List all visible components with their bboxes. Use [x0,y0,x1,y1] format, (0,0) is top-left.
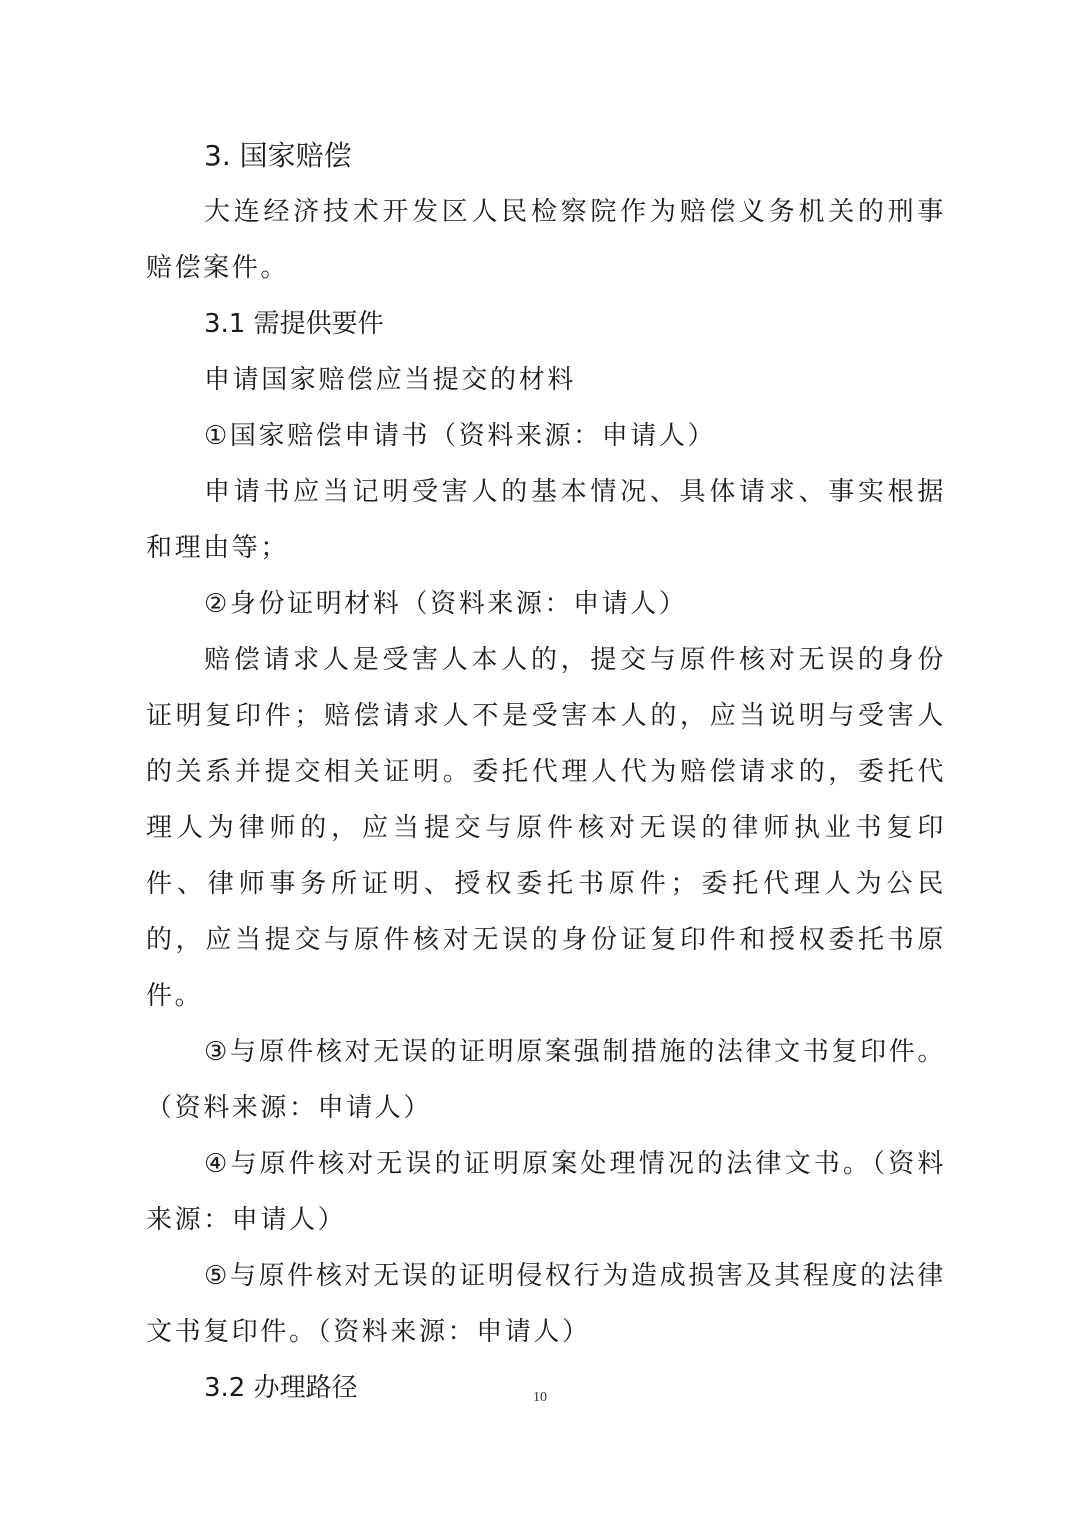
subsection-1-title: 3.1 需提供要件 [204,309,384,339]
item-4: ④与原件核对无误的证明原案处理情况的法律文书。（资料来源：申请人） [146,1149,946,1235]
item-1-detail: 申请书应当记明受害人的基本情况、具体请求、事实根据和理由等； [146,477,946,563]
item-3: ③与原件核对无误的证明原案强制措施的法律文书复印件。（资料来源：申请人） [146,1037,946,1123]
item-5: ⑤与原件核对无误的证明侵权行为造成损害及其程度的法律文书复印件。（资料来源：申请人） [146,1261,946,1347]
materials-intro: 申请国家赔偿应当提交的材料 [204,365,576,395]
item-2-detail: 赔偿请求人是受害人本人的，提交与原件核对无误的身份证明复印件；赔偿请求人不是受害本人的，应当说明与受害人的关系并提交相关证明。委托代理人代为赔偿请求的，委托代理人为律师的，应当提交与原件核对无误的律师执业书复印件、律师事务所证明、授权委托书原件；委托代理人为公民的，应当提交与原件核对无误的身份证复印件和授权委托书原件。 [146,645,946,1011]
page-number: 10 [533,1390,547,1405]
page-content [146,128,946,1416]
item-2: ②身份证明材料（资料来源：申请人） [204,589,688,619]
intro-paragraph: 大连经济技术开发区人民检察院作为赔偿义务机关的刑事赔偿案件。 [146,197,946,283]
subsection-2-title: 3.2 办理路径 [204,1373,358,1403]
item-1: ①国家赔偿申请书（资料来源：申请人） [204,421,717,451]
section-title: 3. 国家赔偿 [204,139,352,172]
